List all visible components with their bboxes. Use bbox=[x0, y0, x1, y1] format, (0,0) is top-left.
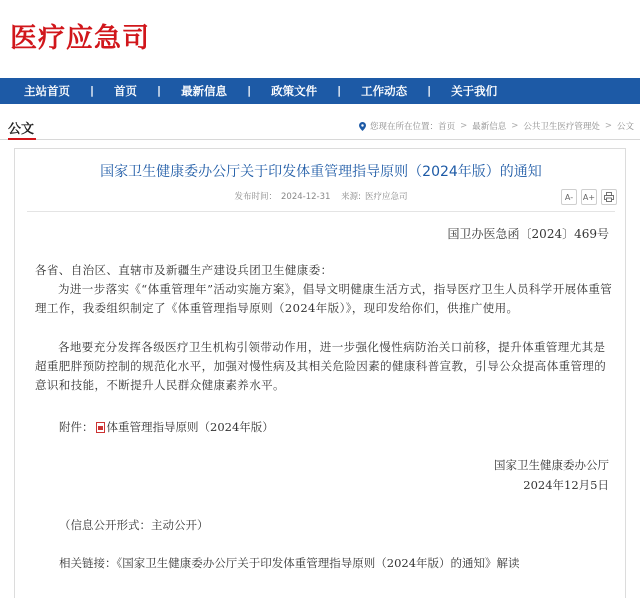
breadcrumb-separator: > bbox=[511, 121, 519, 131]
related-links bbox=[59, 555, 520, 571]
font-tools bbox=[561, 189, 617, 205]
attachment-label: 附件： bbox=[59, 420, 94, 434]
article-container bbox=[14, 148, 626, 598]
location-pin-icon bbox=[359, 122, 366, 131]
nav-separator: | bbox=[247, 84, 252, 97]
body-paragraph-2: 各地要充分发挥各级医疗卫生机构引领带动作用，进一步强化慢性病防治关口前移，提升体重管理尤其是超重肥胖预防控制的规范化水平，加强对慢性病及其相关危险因素的健康科普宣教，引导公众提高体重管理的意识和技能，不断提升人民群众健康素养水平。 bbox=[35, 340, 607, 392]
section-underline bbox=[8, 138, 36, 140]
nav-item-work-news[interactable]: 工作动态 bbox=[361, 84, 408, 98]
issue-date: 2024年12月5日 bbox=[523, 478, 609, 492]
breadcrumb-prefix: 您现在所在位置： bbox=[370, 122, 439, 132]
section-header bbox=[0, 114, 640, 140]
nav-item-policy[interactable]: 政策文件 bbox=[271, 84, 318, 98]
body-paragraph-1: 为进一步落实《“体重管理年”活动实施方案》，倡导文明健康生活方式，指导医疗卫生人员科学开展体重管理工作，我委组织制定了《体重管理指导原则（2024年版）》，现印发给你们，供推广使用。 bbox=[35, 282, 613, 315]
disclosure-form: （信息公开形式：主动公开） bbox=[59, 518, 209, 532]
nav-item-latest[interactable]: 最新信息 bbox=[181, 84, 228, 98]
source-name: 医疗应急司 bbox=[364, 192, 408, 202]
article-title: 国家卫生健康委办公厅关于印发体重管理指导原则（2024年版）的通知 bbox=[100, 164, 542, 180]
salutation: 各省、自治区、直辖市及新疆生产建设兵团卫生健康委： bbox=[35, 263, 333, 277]
main-nav bbox=[0, 78, 640, 104]
breadcrumb-division[interactable]: 公共卫生医疗管理处 bbox=[523, 122, 600, 132]
section-title: 公文 bbox=[8, 122, 35, 137]
font-decrease-button[interactable]: A- bbox=[561, 189, 577, 205]
breadcrumb-home[interactable]: 首页 bbox=[438, 122, 456, 132]
nav-separator: | bbox=[90, 84, 95, 97]
font-increase-button[interactable]: A+ bbox=[581, 189, 597, 205]
source-label: 来源: bbox=[341, 192, 361, 202]
nav-item-about[interactable]: 关于我们 bbox=[451, 84, 498, 98]
nav-item-home[interactable]: 首页 bbox=[114, 84, 138, 98]
print-icon bbox=[604, 192, 614, 202]
breadcrumb-latest[interactable]: 最新信息 bbox=[472, 122, 507, 132]
article-meta bbox=[15, 190, 627, 202]
nav-separator: | bbox=[157, 84, 162, 97]
issuing-office: 国家卫生健康委办公厅 bbox=[494, 458, 609, 472]
breadcrumb-separator: > bbox=[460, 121, 468, 131]
published-label: 发布时间： bbox=[234, 192, 277, 202]
nav-item-main-home[interactable]: 主站首页 bbox=[24, 84, 70, 98]
document-number: 国卫办医急函〔2024〕469号 bbox=[447, 227, 609, 241]
title-divider bbox=[27, 211, 615, 212]
published-date: 2024-12-31 bbox=[281, 192, 331, 202]
nav-separator: | bbox=[337, 84, 342, 97]
site-logo[interactable]: 医疗应急司 bbox=[10, 23, 150, 54]
pdf-file-icon bbox=[96, 422, 105, 433]
related-link[interactable]: 《国家卫生健康委办公厅关于印发体重管理指导原则（2024年版）的通知》解读 bbox=[116, 556, 520, 570]
nav-separator: | bbox=[427, 84, 432, 97]
breadcrumb-separator: > bbox=[604, 121, 612, 131]
breadcrumb bbox=[359, 120, 634, 132]
related-label: 相关链接： bbox=[59, 556, 117, 570]
attachment-link[interactable]: 体重管理指导原则（2024年版） bbox=[106, 420, 274, 434]
breadcrumb-current[interactable]: 公文 bbox=[616, 122, 634, 132]
attachment-row bbox=[59, 419, 274, 435]
print-button[interactable] bbox=[601, 189, 617, 205]
